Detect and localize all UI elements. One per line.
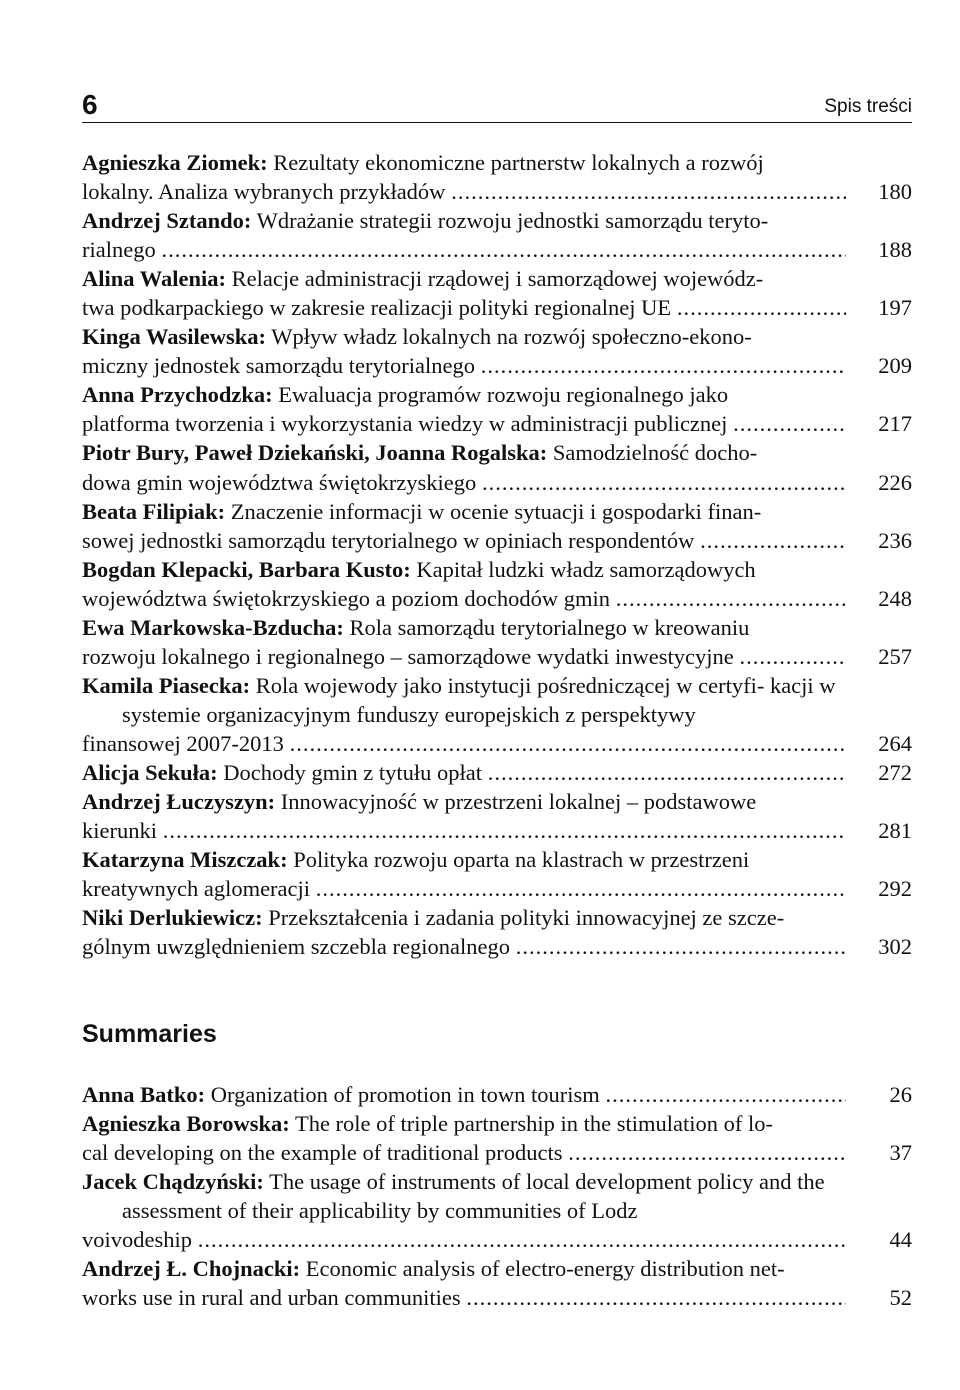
entry-title: Wpływ władz lokalnych na rozwój społeczno-ekono- — [271, 324, 752, 350]
page-number: 6 — [82, 89, 98, 120]
entry-title: Rola samorządu terytorialnego w kreowaniu — [349, 614, 750, 640]
dot-leader — [162, 235, 846, 264]
toc-entry — [82, 1254, 912, 1312]
toc-entry — [82, 206, 912, 264]
entry-title-end: kreatywnych aglomeracji — [82, 876, 311, 902]
entry-last-line — [82, 874, 912, 903]
entry-title: Wdrażanie strategii rozwoju jednostki samorządu teryto- — [256, 208, 769, 234]
toc-entry — [82, 671, 912, 758]
entry-title-end: województwa świętokrzyskiego a poziom dochodów gmin — [82, 585, 611, 611]
entry-last-line — [82, 729, 912, 758]
dot-leader — [677, 293, 846, 322]
page-header — [82, 82, 912, 123]
dot-leader — [316, 874, 846, 903]
entry-page-number: 44 — [889, 1227, 912, 1253]
toc-entry — [82, 380, 912, 438]
entry-row-text — [82, 758, 482, 787]
toc-entry — [82, 613, 912, 671]
entry-row — [82, 1080, 912, 1109]
entry-page-number: 197 — [878, 295, 912, 321]
entry-page-number: 26 — [889, 1082, 912, 1107]
entry-page-number: 226 — [878, 469, 912, 495]
entry-author: Jacek Chądzyński: — [82, 1169, 264, 1195]
dot-leader — [740, 642, 846, 671]
entry-author: Bogdan Klepacki, Barbara Kusto: — [82, 556, 411, 582]
dot-leader — [163, 816, 846, 845]
entry-title-end: Organization of promotion in town tourism — [210, 1082, 600, 1107]
entry-title: Polityka rozwoju oparta na klastrach w przestrzeni — [293, 847, 750, 873]
entry-title-end: voivodeship — [82, 1227, 192, 1253]
entry-author: Anna Batko: — [82, 1082, 206, 1107]
entry-author: Andrzej Łuczyszyn: — [82, 789, 276, 815]
entry-last-line — [82, 293, 912, 322]
entry-last-line — [82, 1138, 912, 1167]
entry-title-end: platforma tworzenia i wykorzystania wiedzy w administracji publicznej — [82, 411, 728, 437]
entry-title: Znaczenie informacji w ocenie sytuacji i gospodarki finan- — [230, 498, 762, 524]
entry-title: The usage of instruments of local development policy and the assessment of their applicability by communities of Lodz — [122, 1169, 825, 1224]
dot-leader — [606, 1080, 846, 1109]
toc-entry — [82, 1167, 912, 1254]
entry-page-number: 302 — [878, 934, 912, 960]
entry-title-end: rialnego — [82, 237, 156, 263]
toc-entry — [82, 555, 912, 613]
entry-author: Kamila Piasecka: — [82, 672, 251, 698]
entry-page-number: 209 — [878, 353, 912, 379]
summaries-heading: Summaries — [82, 1020, 217, 1048]
entry-title: Economic analysis of electro-energy distribution net- — [305, 1256, 785, 1282]
entry-last-line — [82, 468, 912, 497]
entry-author: Katarzyna Miszczak: — [82, 847, 288, 873]
entry-row-text — [82, 1080, 600, 1109]
entry-last-line — [82, 351, 912, 380]
dot-leader — [481, 351, 846, 380]
summaries-list — [82, 1080, 912, 1312]
entry-last-line — [82, 177, 912, 206]
entry-author: Niki Derlukiewicz: — [82, 905, 263, 931]
entry-page-number: 52 — [889, 1285, 912, 1311]
entry-title-end: sowej jednostki samorządu terytorialnego w opiniach respondentów — [82, 527, 695, 553]
dot-leader — [467, 1283, 846, 1312]
toc-entry — [82, 1109, 912, 1167]
toc-entry — [82, 903, 912, 961]
entry-title: Rola wojewody jako instytucji pośredniczącej w certyfi- kacji w systemie organizacyjnym funduszy europejskich z perspektywy — [122, 672, 836, 727]
entry-last-line — [82, 816, 912, 845]
entry-title: Kapitał ludzki władz samorządowych — [416, 556, 756, 582]
dot-leader — [516, 932, 846, 961]
dot-leader — [290, 729, 846, 758]
entry-page-number: 236 — [878, 527, 912, 553]
toc-entry — [82, 264, 912, 322]
entry-title-end: kierunki — [82, 818, 157, 844]
entry-page-number: 248 — [878, 585, 912, 611]
entry-title: Innowacyjność w przestrzeni lokalnej – podstawowe — [280, 789, 757, 815]
toc-entry — [82, 758, 912, 787]
entry-last-line — [82, 584, 912, 613]
running-head: Spis treści — [824, 96, 912, 117]
entry-title-end: twa podkarpackiego w zakresie realizacji polityki regionalnej UE — [82, 295, 672, 321]
toc-entry — [82, 1080, 912, 1109]
dot-leader — [198, 1225, 846, 1254]
entry-page-number: 257 — [878, 643, 912, 669]
entry-title: The role of triple partnership in the stimulation of lo- — [294, 1111, 773, 1137]
entry-title: Przekształcenia i zadania polityki innowacyjnej ze szcze- — [268, 905, 785, 931]
dot-leader — [616, 584, 846, 613]
entry-last-line — [82, 409, 912, 438]
entry-author: Piotr Bury, Paweł Dziekański, Joanna Rogalska: — [82, 440, 548, 466]
entry-page-number: 188 — [878, 237, 912, 263]
table-of-contents — [82, 148, 912, 961]
toc-entry — [82, 787, 912, 845]
dot-leader — [482, 468, 846, 497]
toc-entry — [82, 148, 912, 206]
entry-last-line — [82, 235, 912, 264]
toc-entry — [82, 845, 912, 903]
entry-title-end: finansowej 2007-2013 — [82, 730, 284, 756]
entry-row — [82, 758, 912, 787]
entry-author: Andrzej Sztando: — [82, 208, 252, 234]
entry-author: Agnieszka Ziomek: — [82, 150, 268, 175]
entry-author: Andrzej Ł. Chojnacki: — [82, 1256, 301, 1282]
toc-entry — [82, 322, 912, 380]
entry-title-end: cal developing on the example of traditional products — [82, 1140, 563, 1166]
dot-leader — [733, 409, 846, 438]
entry-title-end: miczny jednostek samorządu terytorialnego — [82, 353, 475, 379]
entry-author: Anna Przychodzka: — [82, 382, 273, 408]
entry-last-line — [82, 526, 912, 555]
dot-leader — [451, 177, 846, 206]
dot-leader — [488, 758, 846, 787]
toc-entry — [82, 438, 912, 496]
entry-page-number: 180 — [878, 179, 912, 205]
entry-page-number: 37 — [889, 1140, 912, 1166]
entry-title-end: dowa gmin województwa świętokrzyskiego — [82, 469, 477, 495]
entry-last-line — [82, 1225, 912, 1254]
entry-title: Relacje administracji rządowej i samorządowej wojewódz- — [231, 266, 764, 292]
dot-leader — [700, 526, 846, 555]
entry-title-end: lokalny. Analiza wybranych przykładów — [82, 179, 446, 205]
entry-author: Kinga Wasilewska: — [82, 324, 266, 350]
entry-title-end: works use in rural and urban communities — [82, 1285, 461, 1311]
entry-page-number: 281 — [878, 818, 912, 844]
entry-last-line — [82, 642, 912, 671]
entry-author: Alina Walenia: — [82, 266, 226, 292]
toc-entry — [82, 497, 912, 555]
entry-author: Ewa Markowska-Bzducha: — [82, 614, 344, 640]
entry-page-number: 272 — [878, 759, 912, 785]
entry-title-end: Dochody gmin z tytułu opłat — [223, 759, 482, 785]
entry-last-line — [82, 1283, 912, 1312]
entry-author: Agnieszka Borowska: — [82, 1111, 290, 1137]
dot-leader — [568, 1138, 846, 1167]
entry-author: Alicja Sekuła: — [82, 759, 218, 785]
entry-last-line — [82, 932, 912, 961]
entry-title: Rezultaty ekonomiczne partnerstw lokalnych a rozwój — [273, 150, 764, 175]
entry-title-end: gólnym uwzględnieniem szczebla regionalnego — [82, 934, 510, 960]
entry-author: Beata Filipiak: — [82, 498, 226, 524]
entry-page-number: 217 — [878, 411, 912, 437]
entry-page-number: 264 — [878, 730, 912, 756]
entry-title: Samodzielność docho- — [552, 440, 758, 466]
entry-title-end: rozwoju lokalnego i regionalnego – samorządowe wydatki inwestycyjne — [82, 643, 734, 669]
entry-page-number: 292 — [878, 876, 912, 902]
entry-title: Ewaluacja programów rozwoju regionalnego jako — [278, 382, 729, 408]
